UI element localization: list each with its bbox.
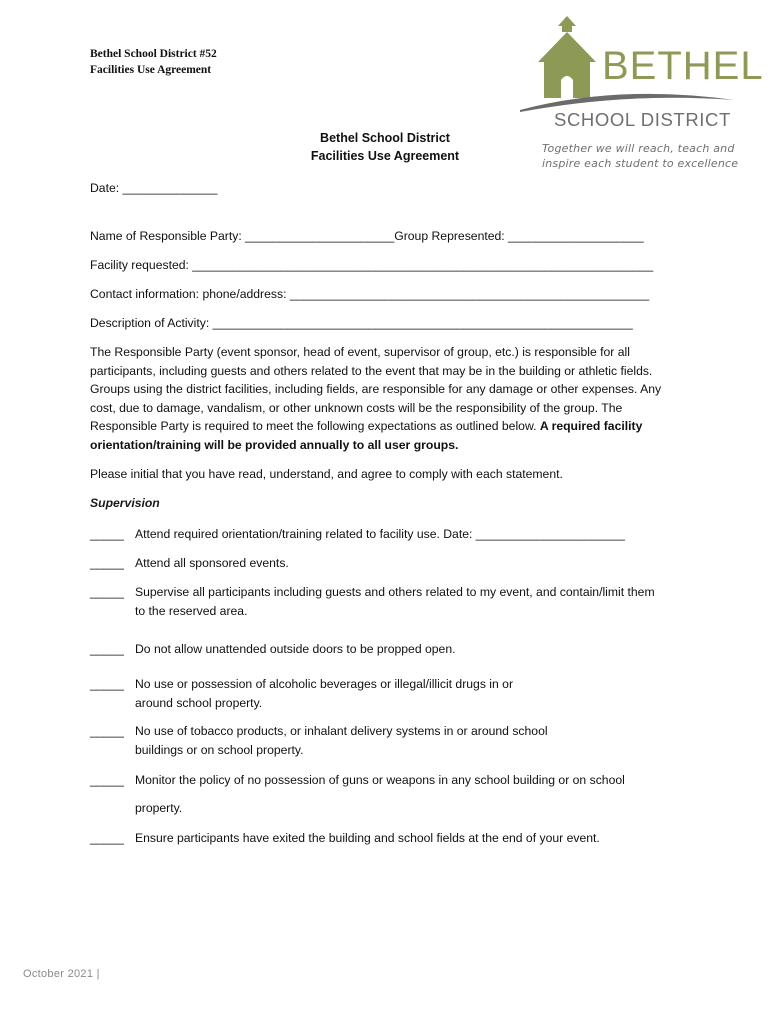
list-item-text: Attend all sponsored events. [135, 556, 289, 570]
initial-blank[interactable]: _____ [90, 585, 124, 599]
intro-text: The Responsible Party (event sponsor, head of event, supervisor of group, etc.) is responsible for all participants, including guests and others related to the event that may be in the building or athletic fields. Groups using the district facilities, including fields, are responsible for any damage or other expenses. Any cost, due to damage, vandalism, or other unknown costs will be the responsibility of the group. The Responsible Party is required to meet the following expectations as outlined below. [90, 345, 662, 434]
list-item-text: Ensure participants have exited the building and school fields at the end of your event. [135, 831, 600, 845]
initial-blank[interactable]: _____ [90, 527, 124, 541]
document-header [90, 46, 217, 78]
page-footer: October 2021 | [23, 968, 100, 980]
initial-blank[interactable]: _____ [90, 773, 124, 787]
list-item-text: Do not allow unattended outside doors to be propped open. [135, 642, 456, 656]
initial-blank[interactable]: _____ [90, 677, 124, 691]
bethel-logo [518, 14, 764, 174]
intro-paragraph [90, 343, 680, 455]
initial-instruction: Please initial that you have read, understand, and agree to comply with each statement. [90, 467, 563, 481]
initial-blank[interactable]: _____ [90, 724, 124, 738]
title-line-2: Facilities Use Agreement [310, 149, 460, 163]
responsible-party-field[interactable]: Name of Responsible Party: ______________________Group Represented: ____________________ [90, 229, 644, 243]
list-item-text: Supervise all participants including guests and others related to my event, and contain/limit them to the reserved area. [135, 585, 655, 618]
logo-wordmark: BETHEL [602, 44, 764, 88]
list-item-text: Attend required orientation/training related to facility use. Date: ______________________ [135, 527, 625, 541]
logo-subtitle: SCHOOL DISTRICT [554, 109, 731, 130]
list-item-text: No use of tobacco products, or inhalant delivery systems in or around school buildings or on school property. [135, 724, 548, 757]
logo-tagline: Together we will reach, teach and inspire each student to excellence [542, 142, 739, 170]
initial-blank[interactable]: _____ [90, 556, 124, 570]
list-item-text: No use or possession of alcoholic beverages or illegal/illicit drugs in or around school property. [135, 677, 514, 710]
date-field[interactable]: Date: ______________ [90, 181, 218, 195]
facility-requested-field[interactable]: Facility requested: ____________________________________________________________________ [90, 258, 654, 272]
document-title [300, 129, 470, 165]
contact-information-field[interactable]: Contact information: phone/address: _____________________________________________________ [90, 287, 650, 301]
list-item-text: Monitor the policy of no possession of guns or weapons in any school building or on school property. [135, 773, 625, 815]
activity-description-field[interactable]: Description of Activity: ______________________________________________________________ [90, 316, 633, 330]
intro-bold-text: A required facility orientation/training will be provided annually to all user groups. [90, 419, 643, 452]
header-district-line: Bethel School District #52 [90, 48, 217, 60]
title-line-1: Bethel School District [320, 131, 450, 145]
initial-blank[interactable]: _____ [90, 831, 124, 845]
initial-blank[interactable]: _____ [90, 642, 124, 656]
header-agreement-line: Facilities Use Agreement [90, 64, 212, 76]
section-heading: Supervision [90, 496, 160, 510]
